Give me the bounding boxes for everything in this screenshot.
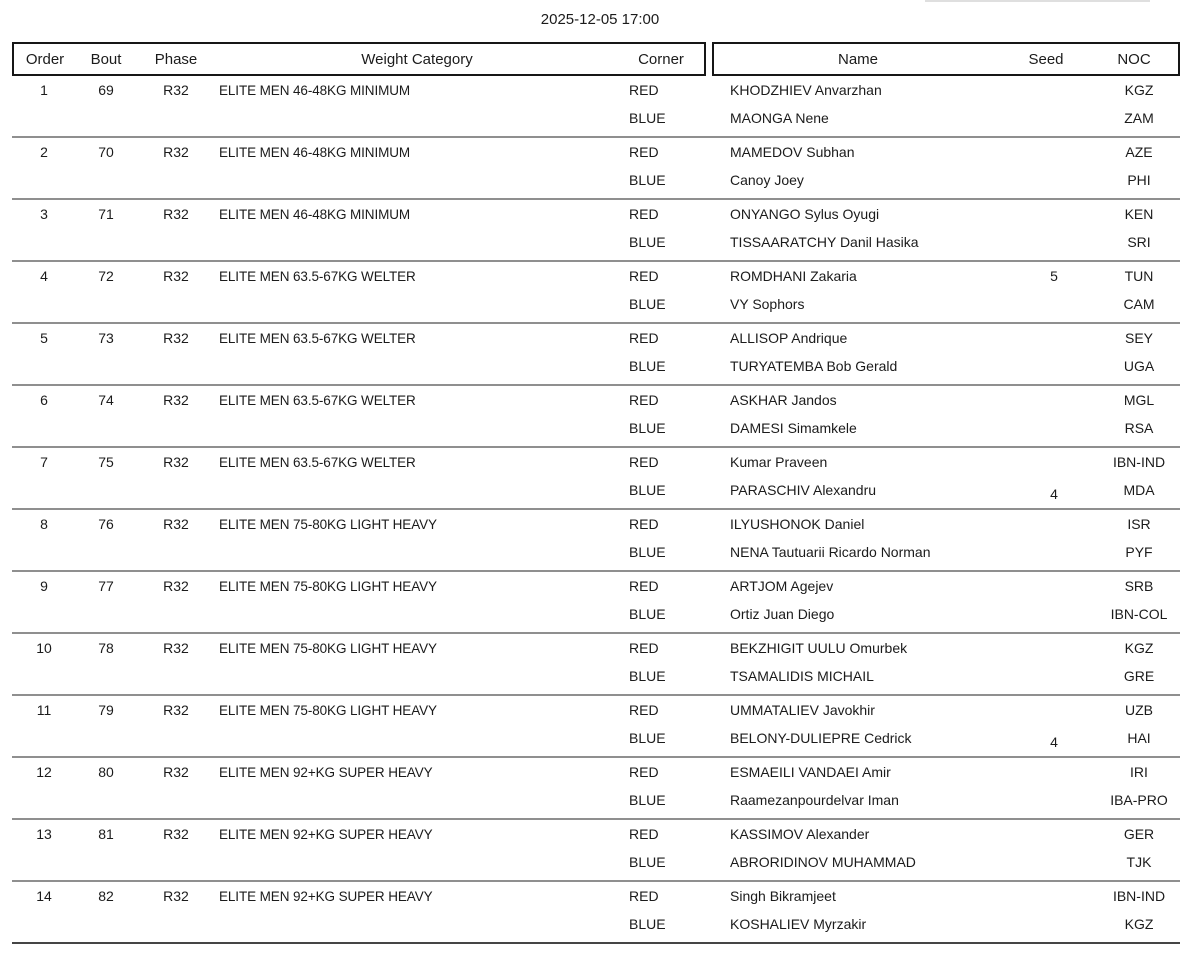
red-boxer-noc: TUN xyxy=(1124,268,1154,284)
red-corner-line xyxy=(12,882,1180,910)
order-cell: 4 xyxy=(40,268,48,284)
blue-corner-label: BLUE xyxy=(629,420,666,436)
header-bout: Bout xyxy=(90,50,122,68)
order-cell: 11 xyxy=(36,702,52,718)
red-corner-line xyxy=(12,572,1180,600)
red-boxer-name: ASKHAR Jandos xyxy=(730,392,837,408)
red-corner-line xyxy=(12,200,1180,228)
phase-cell: R32 xyxy=(163,516,189,532)
bout-row xyxy=(12,634,1180,696)
table-header-right xyxy=(712,42,1180,76)
red-boxer-name: ESMAEILI VANDAEI Amir xyxy=(730,764,891,780)
blue-corner-label: BLUE xyxy=(629,606,666,622)
bout-row xyxy=(12,200,1180,262)
red-corner-label: RED xyxy=(629,516,659,532)
red-boxer-noc: IBN-IND xyxy=(1112,454,1166,470)
blue-corner-label: BLUE xyxy=(629,668,666,684)
bout-row xyxy=(12,138,1180,200)
blue-boxer-name: TSAMALIDIS MICHAIL xyxy=(730,668,874,684)
blue-boxer-noc: HAI xyxy=(1127,730,1151,746)
blue-boxer-name: Raamezanpourdelvar Iman xyxy=(730,792,899,808)
red-corner-label: RED xyxy=(629,764,659,780)
order-cell: 2 xyxy=(40,144,48,160)
blue-corner-line xyxy=(12,662,1180,690)
blue-corner-line xyxy=(12,352,1180,380)
phase-cell: R32 xyxy=(163,454,189,470)
blue-boxer-seed: 4 xyxy=(1050,486,1058,502)
red-boxer-name: ROMDHANI Zakaria xyxy=(730,268,857,284)
red-boxer-seed: 5 xyxy=(1050,268,1058,284)
blue-corner-line xyxy=(12,538,1180,566)
blue-corner-line xyxy=(12,724,1180,752)
red-corner-label: RED xyxy=(629,268,659,284)
phase-cell: R32 xyxy=(163,268,189,284)
weight-category-cell: ELITE MEN 63.5-67KG WELTER xyxy=(219,454,416,470)
session-datetime: 2025-12-05 17:00 xyxy=(540,11,660,28)
bout-number-cell: 71 xyxy=(98,206,114,222)
blue-boxer-noc: ZAM xyxy=(1124,110,1154,126)
red-boxer-name: UMMATALIEV Javokhir xyxy=(730,702,875,718)
phase-cell: R32 xyxy=(163,144,189,160)
phase-cell: R32 xyxy=(163,888,189,904)
order-cell: 1 xyxy=(40,82,48,98)
order-cell: 10 xyxy=(36,640,52,656)
blue-boxer-noc: MDA xyxy=(1123,482,1155,498)
table-header-left xyxy=(12,42,706,76)
bout-number-cell: 77 xyxy=(98,578,114,594)
blue-boxer-name: TISSAARATCHY Danil Hasika xyxy=(730,234,919,250)
red-boxer-noc: ISR xyxy=(1127,516,1151,532)
red-corner-label: RED xyxy=(629,82,659,98)
red-boxer-noc: SEY xyxy=(1124,330,1153,346)
bout-number-cell: 79 xyxy=(98,702,114,718)
blue-boxer-name: PARASCHIV Alexandru xyxy=(730,482,877,498)
blue-boxer-name: Canoy Joey xyxy=(730,172,804,188)
weight-category-cell: ELITE MEN 75-80KG LIGHT HEAVY xyxy=(219,516,437,532)
blue-boxer-name: BELONY-DULIEPRE Cedrick xyxy=(730,730,912,746)
blue-corner-line xyxy=(12,414,1180,442)
red-corner-label: RED xyxy=(629,392,659,408)
bout-row xyxy=(12,572,1180,634)
phase-cell: R32 xyxy=(163,826,189,842)
bout-number-cell: 81 xyxy=(98,826,114,842)
header-weight-category: Weight Category xyxy=(361,50,473,68)
phase-cell: R32 xyxy=(163,578,189,594)
red-corner-line xyxy=(12,758,1180,786)
phase-cell: R32 xyxy=(163,640,189,656)
blue-corner-line xyxy=(12,848,1180,876)
bout-number-cell: 80 xyxy=(98,764,114,780)
blue-corner-label: BLUE xyxy=(629,110,666,126)
phase-cell: R32 xyxy=(163,702,189,718)
order-cell: 3 xyxy=(40,206,48,222)
red-boxer-noc: AZE xyxy=(1125,144,1153,160)
bout-number-cell: 82 xyxy=(98,888,114,904)
red-boxer-name: ILYUSHONOK Daniel xyxy=(730,516,865,532)
blue-boxer-name: KOSHALIEV Myrzakir xyxy=(730,916,867,932)
blue-corner-line xyxy=(12,166,1180,194)
order-cell: 5 xyxy=(40,330,48,346)
red-boxer-noc: GER xyxy=(1123,826,1155,842)
red-corner-label: RED xyxy=(629,330,659,346)
bout-row xyxy=(12,448,1180,510)
phase-cell: R32 xyxy=(163,330,189,346)
blue-corner-label: BLUE xyxy=(629,854,666,870)
blue-corner-label: BLUE xyxy=(629,234,666,250)
red-boxer-name: KHODZHIEV Anvarzhan xyxy=(730,82,882,98)
blue-corner-line xyxy=(12,600,1180,628)
red-boxer-name: ALLISOP Andrique xyxy=(730,330,848,346)
blue-corner-label: BLUE xyxy=(629,172,666,188)
blue-boxer-name: TURYATEMBA Bob Gerald xyxy=(730,358,898,374)
red-corner-line xyxy=(12,448,1180,476)
red-corner-label: RED xyxy=(629,206,659,222)
blue-corner-label: BLUE xyxy=(629,482,666,498)
weight-category-cell: ELITE MEN 46-48KG MINIMUM xyxy=(219,82,411,98)
bout-number-cell: 74 xyxy=(98,392,114,408)
red-boxer-name: ARTJOM Agejev xyxy=(730,578,834,594)
bout-row xyxy=(12,386,1180,448)
blue-boxer-seed: 4 xyxy=(1050,734,1058,750)
weight-category-cell: ELITE MEN 92+KG SUPER HEAVY xyxy=(219,826,433,842)
phase-cell: R32 xyxy=(163,764,189,780)
weight-category-cell: ELITE MEN 63.5-67KG WELTER xyxy=(219,330,416,346)
blue-corner-line xyxy=(12,476,1180,504)
weight-category-cell: ELITE MEN 63.5-67KG WELTER xyxy=(219,268,416,284)
bout-row xyxy=(12,324,1180,386)
red-corner-line xyxy=(12,262,1180,290)
red-corner-line xyxy=(12,696,1180,724)
red-corner-label: RED xyxy=(629,454,659,470)
blue-boxer-name: DAMESI Simamkele xyxy=(730,420,857,436)
red-corner-line xyxy=(12,324,1180,352)
red-corner-label: RED xyxy=(629,826,659,842)
bout-row xyxy=(12,820,1180,882)
bout-row xyxy=(12,76,1180,138)
blue-boxer-name: ABRORIDINOV MUHAMMAD xyxy=(730,854,916,870)
blue-boxer-noc: SRI xyxy=(1127,234,1151,250)
blue-corner-label: BLUE xyxy=(629,730,666,746)
order-cell: 8 xyxy=(40,516,48,532)
blue-corner-label: BLUE xyxy=(629,916,666,932)
header-corner: Corner xyxy=(638,50,684,68)
weight-category-cell: ELITE MEN 46-48KG MINIMUM xyxy=(219,206,411,222)
blue-boxer-noc: PYF xyxy=(1125,544,1153,560)
red-boxer-name: ONYANGO Sylus Oyugi xyxy=(730,206,880,222)
bout-number-cell: 73 xyxy=(98,330,114,346)
cropped-element-edge xyxy=(925,0,1150,2)
red-corner-line xyxy=(12,820,1180,848)
red-corner-label: RED xyxy=(629,888,659,904)
bout-row xyxy=(12,262,1180,324)
bout-number-cell: 78 xyxy=(98,640,114,656)
blue-corner-line xyxy=(12,290,1180,318)
phase-cell: R32 xyxy=(163,206,189,222)
blue-corner-label: BLUE xyxy=(629,296,666,312)
header-name: Name xyxy=(837,50,878,68)
order-cell: 14 xyxy=(36,888,52,904)
bout-row xyxy=(12,882,1180,944)
red-corner-line xyxy=(12,138,1180,166)
blue-boxer-noc: PHI xyxy=(1127,172,1151,188)
red-boxer-noc: UZB xyxy=(1125,702,1153,718)
red-corner-line xyxy=(12,386,1180,414)
blue-boxer-noc: GRE xyxy=(1123,668,1155,684)
red-corner-label: RED xyxy=(629,144,659,160)
blue-corner-line xyxy=(12,910,1180,938)
weight-category-cell: ELITE MEN 63.5-67KG WELTER xyxy=(219,392,416,408)
red-boxer-noc: KGZ xyxy=(1124,640,1154,656)
weight-category-cell: ELITE MEN 75-80KG LIGHT HEAVY xyxy=(219,578,437,594)
red-corner-line xyxy=(12,76,1180,104)
weight-category-cell: ELITE MEN 46-48KG MINIMUM xyxy=(219,144,411,160)
order-cell: 12 xyxy=(36,764,52,780)
blue-boxer-noc: IBA-PRO xyxy=(1110,792,1168,808)
bout-row xyxy=(12,696,1180,758)
bout-table-body xyxy=(12,76,1180,944)
blue-boxer-noc: TJK xyxy=(1126,854,1152,870)
bout-number-cell: 70 xyxy=(98,144,114,160)
bout-row xyxy=(12,510,1180,572)
red-boxer-name: BEKZHIGIT UULU Omurbek xyxy=(730,640,908,656)
blue-boxer-noc: UGA xyxy=(1123,358,1155,374)
red-boxer-noc: IBN-IND xyxy=(1112,888,1166,904)
bout-number-cell: 75 xyxy=(98,454,114,470)
blue-corner-label: BLUE xyxy=(629,792,666,808)
red-corner-label: RED xyxy=(629,578,659,594)
bout-number-cell: 69 xyxy=(98,82,114,98)
order-cell: 9 xyxy=(40,578,48,594)
order-cell: 7 xyxy=(40,454,48,470)
header-phase: Phase xyxy=(154,50,198,68)
blue-corner-line xyxy=(12,104,1180,132)
order-cell: 13 xyxy=(36,826,52,842)
header-noc: NOC xyxy=(1117,50,1151,68)
red-boxer-name: Singh Bikramjeet xyxy=(730,888,836,904)
red-boxer-noc: SRB xyxy=(1124,578,1154,594)
blue-boxer-noc: CAM xyxy=(1123,296,1155,312)
blue-corner-line xyxy=(12,786,1180,814)
blue-corner-line xyxy=(12,228,1180,256)
blue-corner-label: BLUE xyxy=(629,358,666,374)
red-corner-label: RED xyxy=(629,702,659,718)
weight-category-cell: ELITE MEN 75-80KG LIGHT HEAVY xyxy=(219,640,437,656)
red-boxer-noc: KEN xyxy=(1124,206,1154,222)
header-order: Order xyxy=(25,50,65,68)
red-boxer-noc: IRI xyxy=(1130,764,1148,780)
red-boxer-name: KASSIMOV Alexander xyxy=(730,826,870,842)
weight-category-cell: ELITE MEN 75-80KG LIGHT HEAVY xyxy=(219,702,437,718)
phase-cell: R32 xyxy=(163,392,189,408)
order-cell: 6 xyxy=(40,392,48,408)
bout-number-cell: 72 xyxy=(98,268,114,284)
blue-boxer-noc: RSA xyxy=(1124,420,1154,436)
header-seed: Seed xyxy=(1028,50,1064,68)
red-corner-line xyxy=(12,510,1180,538)
blue-boxer-noc: KGZ xyxy=(1124,916,1154,932)
red-boxer-name: MAMEDOV Subhan xyxy=(730,144,855,160)
weight-category-cell: ELITE MEN 92+KG SUPER HEAVY xyxy=(219,764,433,780)
blue-boxer-name: NENA Tautuarii Ricardo Norman xyxy=(730,544,931,560)
red-boxer-noc: KGZ xyxy=(1124,82,1154,98)
bout-row xyxy=(12,758,1180,820)
blue-boxer-noc: IBN-COL xyxy=(1110,606,1168,622)
blue-corner-label: BLUE xyxy=(629,544,666,560)
blue-boxer-name: Ortiz Juan Diego xyxy=(730,606,835,622)
phase-cell: R32 xyxy=(163,82,189,98)
red-corner-line xyxy=(12,634,1180,662)
weight-category-cell: ELITE MEN 92+KG SUPER HEAVY xyxy=(219,888,433,904)
red-boxer-name: Kumar Praveen xyxy=(730,454,828,470)
blue-boxer-name: VY Sophors xyxy=(730,296,805,312)
blue-boxer-name: MAONGA Nene xyxy=(730,110,829,126)
red-corner-label: RED xyxy=(629,640,659,656)
bout-number-cell: 76 xyxy=(98,516,114,532)
red-boxer-noc: MGL xyxy=(1123,392,1155,408)
